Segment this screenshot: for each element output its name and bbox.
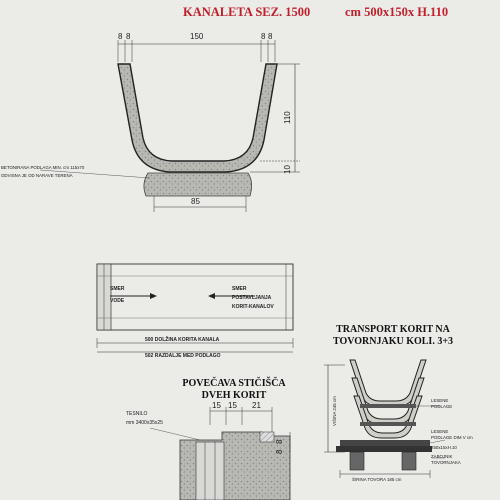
laying-direction-label-2: POSTAVLJANJA	[232, 295, 272, 301]
dim-base-width: 85	[191, 197, 200, 206]
transport-heading-1: TRANSPORT KORIT NA	[336, 324, 450, 335]
dim-channel-length: 500 DOLŽINA KORITA KANALA	[145, 337, 220, 343]
transport-height-label: VIŠINA 245 cm	[332, 396, 337, 426]
water-direction-label-2: VODE	[110, 298, 125, 304]
dim-base-height: 10	[283, 165, 292, 174]
seal-label: TESNILO	[126, 411, 148, 417]
dim-top-right-b: 8	[268, 32, 273, 41]
dim-top-left-a: 8	[118, 32, 123, 41]
dim-top-right-a: 8	[261, 32, 266, 41]
seal-size: mm 3400x35x25	[126, 420, 163, 426]
water-direction-label-1: SMER	[110, 286, 125, 292]
dim-top-left-b: 8	[126, 32, 131, 41]
transport-stack	[324, 360, 445, 478]
title-dimensions: cm 500x150x H.110	[345, 5, 449, 19]
dim-top-width: 150	[190, 32, 204, 41]
truck-fastener-label-2: TOVORNJAKA	[431, 460, 461, 465]
base-note-line1: BETONIRANA PODLAGA MIN. cm 115x70	[1, 165, 85, 170]
channel-section	[118, 64, 277, 172]
cross-section	[40, 40, 300, 212]
wood-support-label-1: LESENE	[431, 398, 449, 403]
joint-detail	[150, 407, 290, 500]
truck-fastener-label-1: ZABOJNIK	[431, 454, 453, 459]
joint-heading-2: DVEH KORIT	[201, 390, 267, 401]
joint-dim-2: 15	[228, 401, 237, 410]
laying-direction-label-1: SMER	[232, 286, 247, 292]
joint-dim-side-b: 8	[275, 449, 284, 454]
laying-direction-label-3: KORIT-KANALOV	[232, 304, 274, 310]
base-note-line2: ODVISNA JE OD NARAVE TERENA	[1, 173, 73, 178]
transport-heading-2: TOVORNJAKU KOLI. 3+3	[332, 336, 454, 347]
dim-height: 110	[283, 111, 292, 124]
joint-dim-3: 21	[252, 401, 261, 410]
wood-support-label-4: PODLAGE DIM V cm	[431, 435, 473, 440]
wood-support-label-3: LESENE	[431, 429, 449, 434]
joint-heading-1: POVEČAVA STIČIŠČA	[182, 378, 286, 389]
transport-width-label: ŠIRINA TOVORA 185 cm	[352, 477, 402, 482]
wood-support-label-5: 250x15xH.10	[431, 445, 457, 450]
joint-dim-side-a: 8	[275, 439, 284, 444]
concrete-base	[144, 173, 252, 196]
wood-support-label-2: PODLAGE	[431, 404, 453, 409]
joint-dim-1: 15	[212, 401, 221, 410]
title-section: KANALETA SEZ. 1500	[183, 5, 311, 19]
dim-base-spacing: 502 RAZDALJE MED PODLAGO	[145, 353, 221, 359]
